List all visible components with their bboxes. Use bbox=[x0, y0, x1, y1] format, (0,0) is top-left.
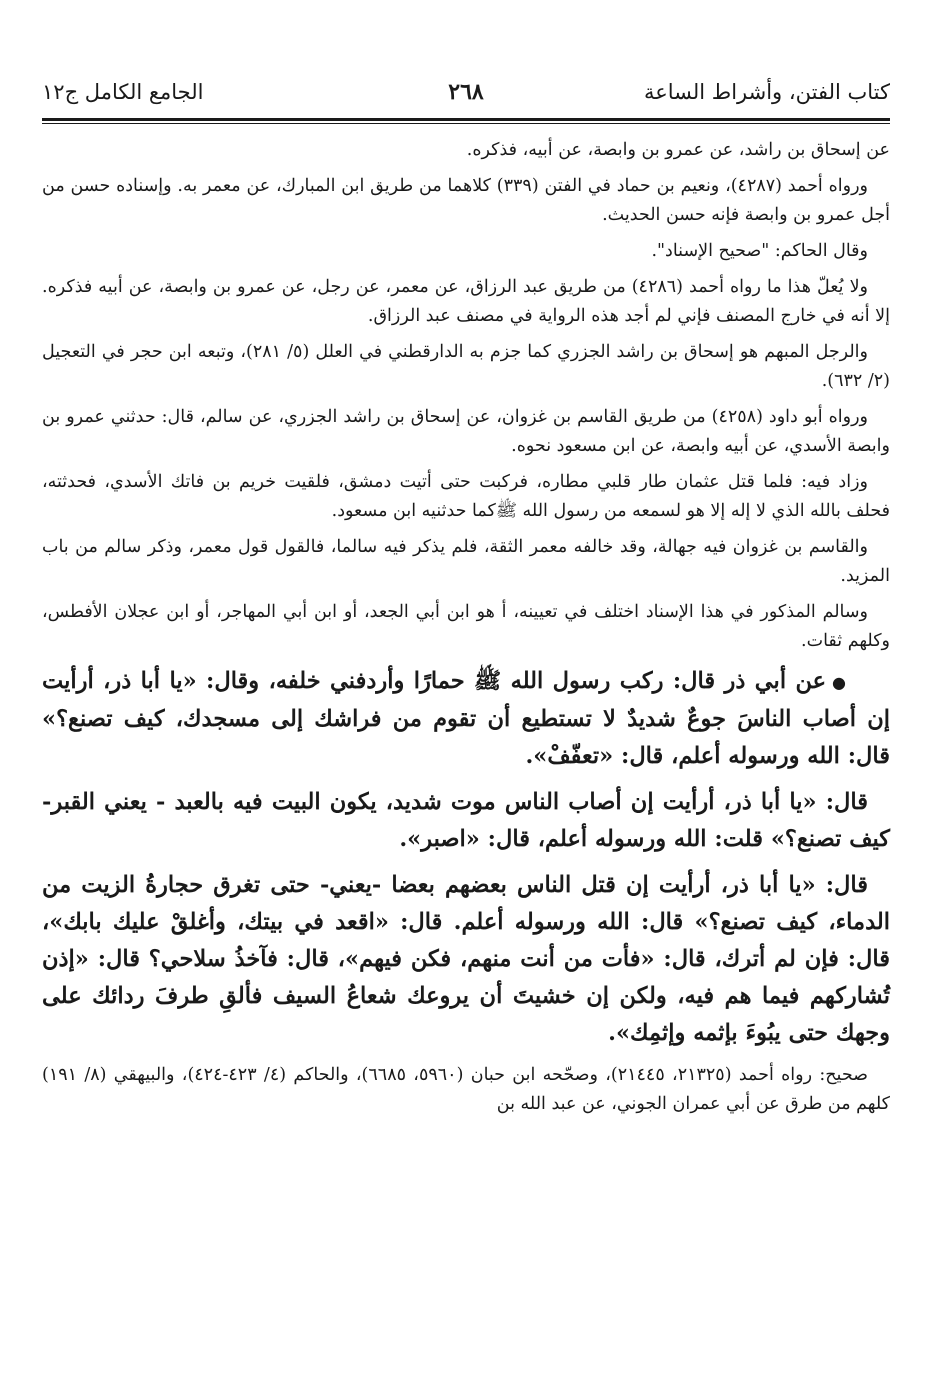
header-rule-thick bbox=[42, 118, 890, 121]
page-header bbox=[42, 70, 890, 114]
hadith-paragraph bbox=[42, 663, 890, 775]
bullet-icon: ● bbox=[832, 672, 846, 692]
volume-title: الجامع الكامل ج١٢ bbox=[42, 80, 204, 104]
page-number: ٢٦٨ bbox=[448, 79, 484, 105]
commentary-paragraph: وسالم المذكور في هذا الإسناد اختلف في تعيينه، أ هو ابن أبي الجعد، أو ابن أبي المهاجر، أو ابن عجلان الأفطس، وكلهم ثقات. bbox=[42, 602, 890, 651]
commentary-paragraph: ورواه أحمد (٤٢٨٧)، ونعيم بن حماد في الفتن (٣٣٩) كلاهما من طريق ابن المبارك، عن معمر به. وإسناده حسن من أجل عمرو بن وابصة فإنه حسن الحديث. bbox=[42, 176, 890, 225]
commentary-paragraph: وقال الحاكم: "صحيح الإسناد". bbox=[651, 241, 868, 261]
commentary-paragraph: ورواه أبو داود (٤٢٥٨) من طريق القاسم بن غزوان، عن إسحاق بن راشد الجزري، عن سالم، قال: حدثني عمرو بن وابصة الأسدي، عن أبيه وابصة، عن ابن مسعود نحوه. bbox=[42, 407, 890, 456]
hadith-paragraph: قال: «يا أبا ذر، أرأيت إن قتل الناس بعضهم بعضا -يعني- حتى تغرق حجارةُ الزيت من الدماء، كيف تصنع؟» قال: الله ورسوله أعلم. قال: «اقعد في بيتك، وأغلقْ عليك بابك»، قال: فإن لم أترك، قال: «فأت من أنت منهم، فكن فيهم»، قال: فآخذُ سلاحي؟ قال: «إذن تُشاركهم فيما هم فيه، ولكن إن خشيتَ أن يروعك شعاعُ السيف فألقِ طرفَ ردائك على وجهك حتى يبُوءَ بإثمه وإثمِك». bbox=[42, 871, 890, 1046]
commentary-paragraph: وزاد فيه: فلما قتل عثمان طار قلبي مطاره، فركبت حتى أتيت دمشق، فلقيت خريم بن فاتك الأسدي، فحدثته، فحلف بالله الذي لا إله إلا هو لسمعه من رسول الله ﷺكما حدثنيه ابن مسعود. bbox=[42, 472, 890, 521]
hadith-paragraph: قال: «يا أبا ذر، أرأيت إن أصاب الناس موت شديد، يكون البيت فيه بالعبد - يعني القبر- كيف تصنع؟» قلت: الله ورسوله أعلم، قال: «اصبر». bbox=[42, 788, 890, 852]
commentary-section-top bbox=[42, 136, 890, 656]
commentary-paragraph: والرجل المبهم هو إسحاق بن راشد الجزري كما جزم به الدارقطني في العلل (٥/ ٢٨١)، وتبعه ابن حجر في التعجيل (٢/ ٦٣٢). bbox=[42, 342, 890, 391]
hadith-text: عن أبي ذر قال: ركب رسول الله ﷺ حمارًا وأردفني خلفه، وقال: «يا أبا ذر، أرأيت إن أصاب الناسَ جوعٌ شديدٌ لا تستطيع أن تقوم من فراشك إلى مسجدك، كيف تصنع؟» قال: الله ورسوله أعلم، قال: «تعفّفْ». bbox=[42, 668, 890, 769]
hadith-section bbox=[42, 663, 890, 1052]
running-title: كتاب الفتن، وأشراط الساعة bbox=[643, 80, 890, 104]
commentary-paragraph: والقاسم بن غزوان فيه جهالة، وقد خالفه معمر الثقة، فلم يذكر فيه سالما، فالقول قول معمر، وذكر سالم من باب المزيد. bbox=[42, 537, 890, 586]
commentary-paragraph: ولا يُعلّ هذا ما رواه أحمد (٤٢٨٦) من طريق عبد الرزاق، عن معمر، عن رجل، عن عمرو بن وابصة، عن أبيه فذكره. إلا أنه في خارج المصنف فإني لم أجد هذه الرواية في مصنف عبد الرزاق. bbox=[42, 277, 890, 326]
commentary-paragraph: عن إسحاق بن راشد، عن عمرو بن وابصة، عن أبيه، فذكره. bbox=[466, 140, 890, 160]
commentary-paragraph: صحيح: رواه أحمد (٢١٣٢٥، ٢١٤٤٥)، وصحّحه ابن حبان (٥٩٦٠، ٦٦٨٥)، والحاكم (٤/ ٤٢٣-٤٢٤)، والبيهقي (٨/ ١٩١) كلهم من طرق عن أبي عمران الجوني، عن عبد الله بن bbox=[42, 1064, 890, 1114]
book-page bbox=[42, 70, 890, 1126]
header-rule-thin bbox=[42, 123, 890, 124]
commentary-section-bottom bbox=[42, 1061, 890, 1119]
